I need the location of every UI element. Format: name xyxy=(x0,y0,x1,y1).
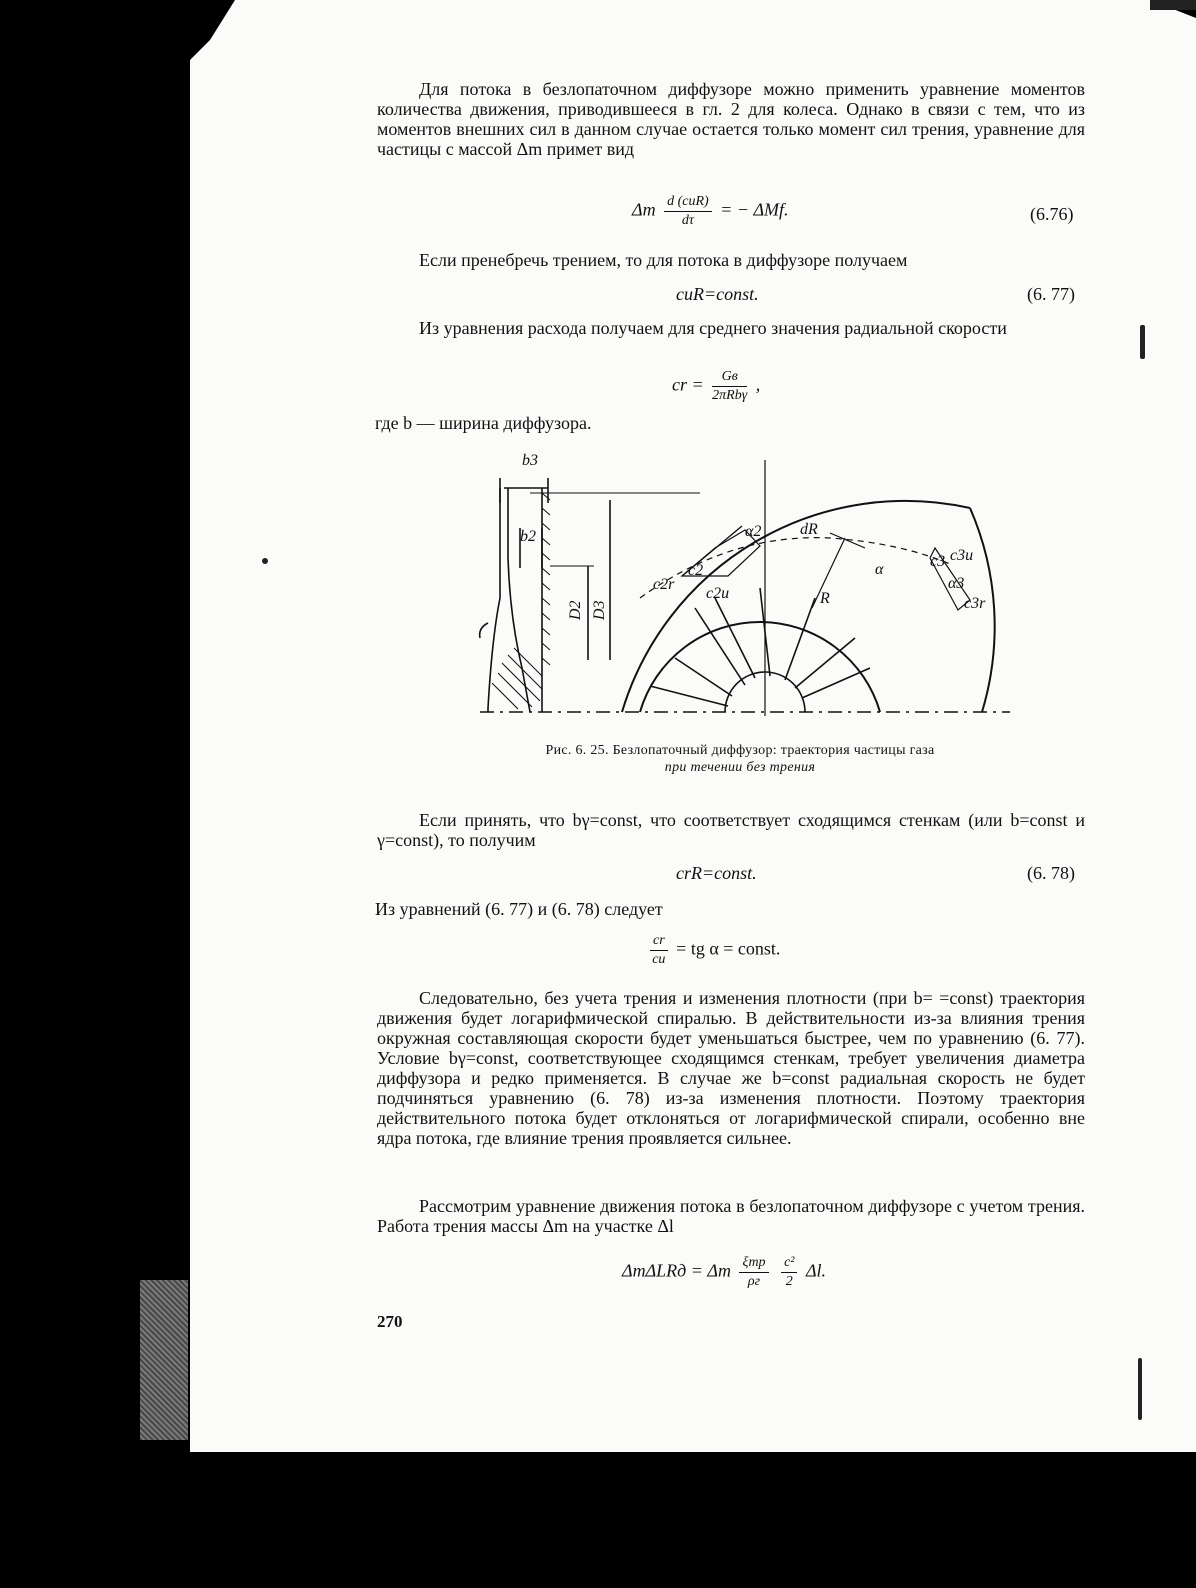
eq76-rhs: = − ΔMf. xyxy=(720,199,789,220)
paragraph-7: Следовательно, без учета трения и изменения плотности (при b= =const) траектория движения будет логарифмической спиралью. В действительности из-за влияния трения окружная составляющая скорости будет уменьшаться быстрее, чем по уравнению (6. 77). Условие bγ=const, соответствующее сходящимся стенкам, требует увеличения диаметра диффузора и редко применяется. В случае же b=const радиальная скорость не будет подчиняться уравнению (6. 78) из-за изменения плотности. Поэтому траектория действительного потока будет отклоняться от логарифмической спирали, особенно вне ядра потока, где влияние трения проявляется сильнее. xyxy=(377,988,1085,1148)
label-R: R xyxy=(820,590,830,607)
label-c2: c2 xyxy=(688,562,704,579)
label-c2u: c2u xyxy=(706,585,730,602)
eq76-number: (6.76) xyxy=(1030,204,1074,224)
label-c3u: c3u xyxy=(950,547,974,564)
caption-line-1: Рис. 6. 25. Безлопаточный диффузор: траектория частицы газа xyxy=(545,743,935,758)
label-c2r: c2r xyxy=(653,576,675,593)
paragraph-3: Из уравнения расхода получаем для среднего значения радиальной скорости xyxy=(419,318,1007,338)
eq76-num: d (cuR) xyxy=(664,193,712,212)
equation-friction xyxy=(622,1254,826,1291)
equation-6-76 xyxy=(632,193,789,230)
scan-noise xyxy=(140,1280,188,1440)
label-c3r: c3r xyxy=(964,595,986,612)
paragraph-4: где b — ширина диффузора. xyxy=(375,413,592,433)
eq76-lhs: Δm xyxy=(632,199,656,220)
paragraph-8: Рассмотрим уравнение движения потока в безлопаточном диффузоре с учетом трения. Работа трения массы Δm на участке Δl xyxy=(377,1196,1085,1236)
eqcr-den: 2πRbγ xyxy=(712,388,748,403)
paragraph-5: Если принять, что bγ=const, что соответствует сходящимся стенкам (или b=const и γ=const), то получим xyxy=(377,810,1085,850)
eqtg-num: cr xyxy=(650,932,668,951)
label-b3: b3 xyxy=(522,452,538,469)
eqlast-num2: c² xyxy=(781,1254,797,1273)
scan-speck xyxy=(1140,325,1145,359)
eqtg-rhs: = tg α = const. xyxy=(676,938,781,959)
label-b2: b2 xyxy=(520,528,536,545)
figure-caption xyxy=(470,742,1010,776)
eqlast-tail: Δl. xyxy=(805,1260,827,1281)
eqcr-tail: , xyxy=(755,374,761,395)
paragraph-2: Если пренебречь трением, то для потока в диффузоре получаем xyxy=(419,250,908,270)
label-alpha2: α2 xyxy=(745,523,762,540)
label-D2: D2 xyxy=(567,600,584,620)
equation-tg xyxy=(646,932,780,969)
eq76-den: dτ xyxy=(681,213,694,228)
caption-line-2: при течении без трения xyxy=(664,760,816,775)
paragraph-1: Для потока в безлопаточном диффузоре можно применить уравнение моментов количества движения, приводившееся в гл. 2 для колеса. Однако в связи с тем, что из моментов внешних сил в данном случае остается только момент сил трения, уравнение для частицы с массой Δm примет вид xyxy=(377,79,1085,159)
equation-6-78: crR=const. xyxy=(676,863,757,883)
scan-speck xyxy=(262,558,268,564)
label-c3: c3 xyxy=(930,553,946,570)
equation-cr xyxy=(672,368,760,405)
label-dR: dR xyxy=(800,521,818,538)
eq78-number: (6. 78) xyxy=(1027,863,1075,883)
page-number: 270 xyxy=(377,1312,403,1331)
paragraph-6: Из уравнений (6. 77) и (6. 78) следует xyxy=(375,899,663,919)
label-D3: D3 xyxy=(591,600,608,620)
equation-6-77: cuR=const. xyxy=(676,284,759,304)
label-alpha: α xyxy=(875,561,884,578)
eqlast-den2: 2 xyxy=(785,1274,793,1289)
label-alpha3: α3 xyxy=(948,575,965,592)
eqlast-num1: ξтр xyxy=(739,1254,768,1273)
eqlast-den1: ρг xyxy=(747,1274,761,1289)
scan-speck xyxy=(1150,0,1196,10)
eqcr-lhs: cr = xyxy=(672,374,704,395)
eqtg-den: cu xyxy=(652,952,666,967)
eqlast-lhs: ΔmΔLRд = Δm xyxy=(622,1260,731,1281)
scan-speck xyxy=(1138,1358,1142,1420)
eqcr-num: Gв xyxy=(712,368,747,387)
diffuser-figure xyxy=(470,448,1030,728)
eq77-number: (6. 77) xyxy=(1027,284,1075,304)
